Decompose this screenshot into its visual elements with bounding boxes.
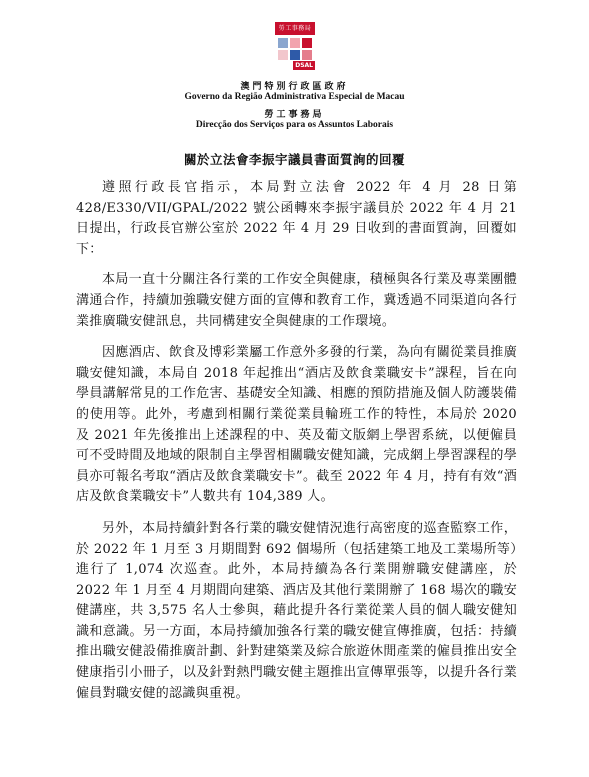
logo-top-text: 勞工事務局 [275, 22, 315, 35]
document-title: 關於立法會李振宇議員書面質詢的回覆 [183, 152, 405, 167]
document-body [76, 178, 517, 715]
paragraph: 另外，本局持續針對各行業的職安健情況進行高密度的巡查監察工作，於 2022 年 1 月至 3 月期間對 692 個場所（包括建築工地及工業場所等）進行了 1,074 次巡查。此外，本局持續為各行業開辦職安健講座，於 2022 年 1 月至 4 月期間向建築、酒店及其他行業開辦了 168 場次的職安健講座，共 3,575 名人士參與，藉此提升各行業從業人員的個人職安健知識和意識。另一方面，本局持續加強各行業的職安健宣傳推廣，包括：持續推出職安健設備推廣計劃、針對建築業及綜合旅遊休閒產業的僱員推出安全健康指引小冊子，以及針對熱門職安健主題推出宣傳單張等，以提升各行業僱員對職安健的認識與重視。 [76, 520, 517, 701]
department-name-portuguese: Direcção dos Serviços para os Assuntos Laborais [195, 120, 394, 130]
government-name-portuguese: Governo da Região Administrativa Especial de Macau [184, 92, 405, 102]
government-name-chinese: 澳門特別行政區政府 [240, 81, 349, 91]
paragraph: 遵照行政長官指示，本局對立法會 2022 年 4 月 28 日第 428/E330/VII/GPAL/2022 號公函轉來李振宇議員於 2022 年 4 月 21 日提出，行政長官辦公室於 2022 年 4 月 29 日收到的書面質詢，回覆如下： [76, 180, 517, 257]
paragraph: 本局一直十分關注各行業的工作安全與健康，積極與各行業及專業團體溝通合作，持續加強職安健方面的宣傳和教育工作，冀透過不同渠道向各行業推廣職安健訊息，共同構建安全與健康的工作環境。 [76, 272, 517, 329]
dsal-logo [275, 22, 315, 70]
department-name-chinese: 勞工事務局 [264, 109, 325, 119]
logo-abbr: DSAL [295, 62, 313, 69]
paragraph: 因應酒店、飲食及博彩業屬工作意外多發的行業，為向有關從業員推廣職安健知識，本局自 2018 年起推出“酒店及飲食業職安卡”課程，旨在向學員講解常見的工作危害、基礎安全知識、相應的預防措施及個人防護裝備的使用等。此外，考慮到相關行業從業員輪班工作的特性，本局於 2020 及 2021 年先後推出上述課程的中、英及葡文版網上學習系統，以便僱員可不受時間及地域的限制自主學習相關職安健知識，完成網上學習課程的學員亦可報名考取“酒店及飲食業職安卡”。截至 2022 年 4 月，持有有效“酒店及飲食業職安卡”人數共有 104,389 人。 [76, 345, 517, 505]
